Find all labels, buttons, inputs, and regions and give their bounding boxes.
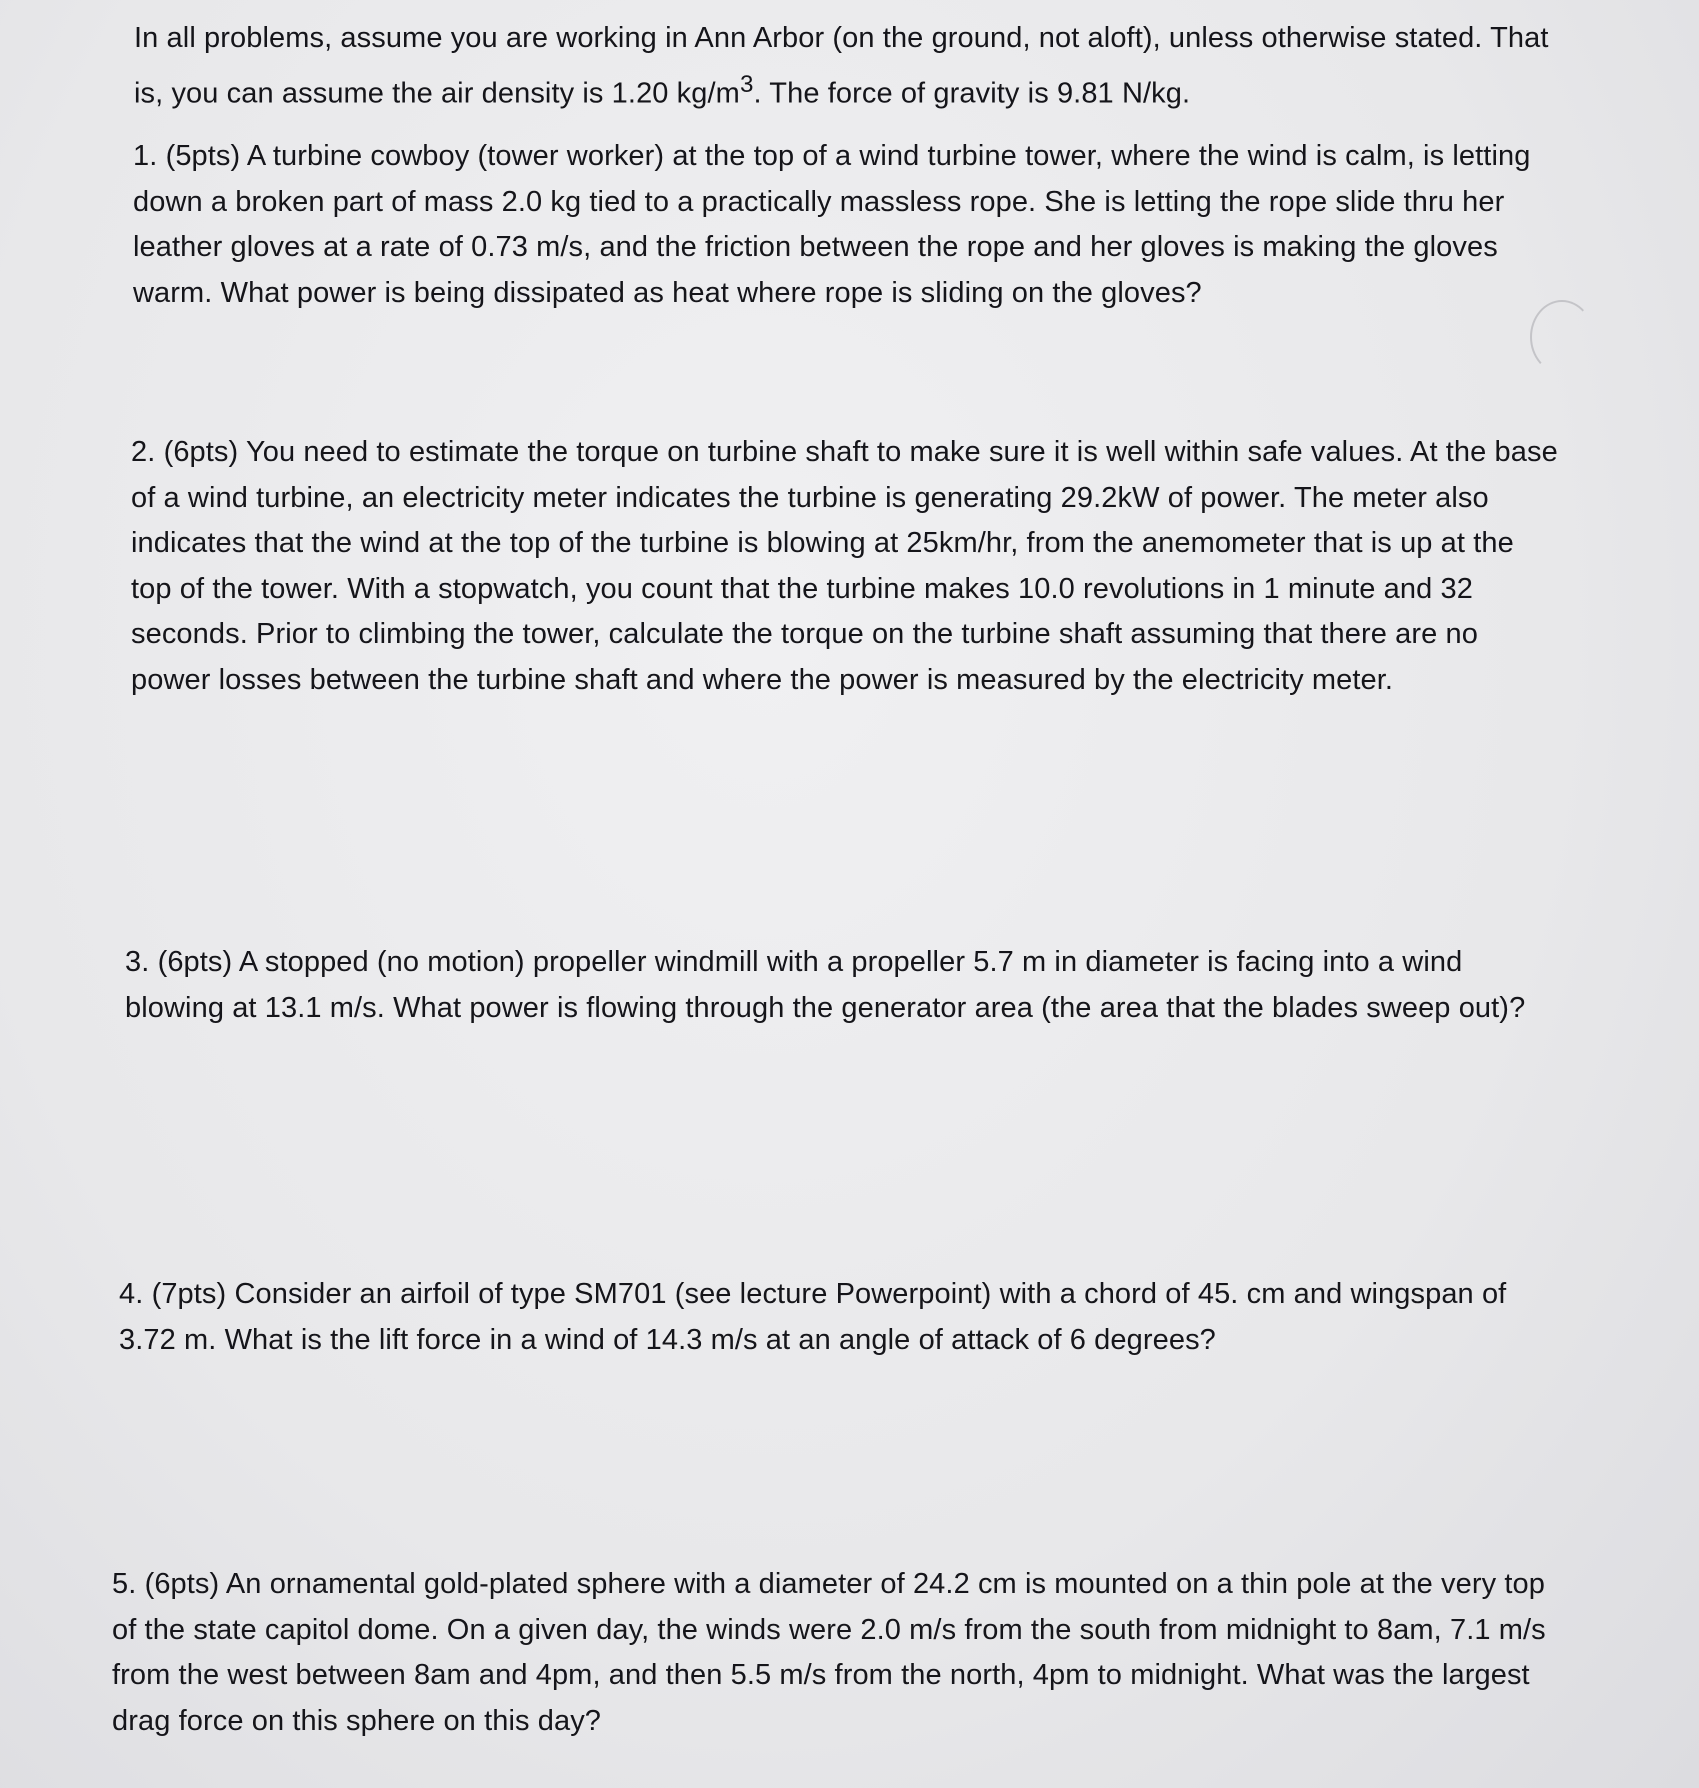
problem-2-text: You need to estimate the torque on turbine shaft to make sure it is well within safe values. At the base of a wind turbine, an electricity meter indicates the turbine is generating 29.2kW of power. The meter also indicates that the wind at the top of the turbine is blowing at 25km/hr, from the anemometer that is up at the top of the tower. With a stopwatch, you count that the turbine makes 10.0 revolutions in 1 minute and 32 seconds. Prior to climbing the tower, calculate the torque on the turbine shaft assuming that there are no power losses between the turbine shaft and where the power is measured by the electricity meter. [131,436,1558,696]
problem-2-number: 2. [131,436,156,468]
intro-paragraph [134,16,1554,117]
problem-1 [133,134,1553,316]
problem-2 [131,430,1561,703]
intro-text: In all problems, assume you are working in Ann Arbor (on the ground, not aloft), unless otherwise stated. That is, you can assume the air density is 1.20 kg/m [134,22,1549,110]
problem-5 [112,1562,1572,1744]
problem-3-number: 3. [125,946,150,978]
problem-1-number: 1. [133,140,158,172]
problem-1-points: (5pts) [165,140,241,172]
problem-1-text: A turbine cowboy (tower worker) at the top of a wind turbine tower, where the wind is calm, is letting down a broken part of mass 2.0 kg tied to a practically massless rope. She is letting the rope slide thru her leather gloves at a rate of 0.73 m/s, and the friction between the rope and her gloves is making the gloves warm. What power is being dissipated as heat where rope is sliding on the gloves? [133,140,1531,309]
problem-3-points: (6pts) [157,946,233,978]
problem-5-number: 5. [112,1568,137,1600]
problem-4-text: Consider an airfoil of type SM701 (see lecture Powerpoint) with a chord of 45. cm and wingspan of 3.72 m. What is the lift force in a wind of 14.3 m/s at an angle of attack of 6 degrees? [119,1278,1507,1356]
problem-4-number: 4. [119,1278,144,1310]
problem-4 [119,1272,1559,1363]
intro-text-end: . The force of gravity is 9.81 N/kg. [753,77,1191,110]
problem-4-points: (7pts) [151,1278,227,1310]
problem-3 [125,940,1565,1031]
problem-5-text: An ornamental gold-plated sphere with a diameter of 24.2 cm is mounted on a thin pole at the very top of the state capitol dome. On a given day, the winds were 2.0 m/s from the south from midnight to 8am, 7.1 m/s from the west between 8am and 4pm, and then 5.5 m/s from the north, 4pm to midnight. What was the largest drag force on this sphere on this day? [112,1568,1546,1737]
problem-5-points: (6pts) [144,1568,220,1600]
pencil-mark [1530,300,1594,374]
problem-2-points: (6pts) [163,436,239,468]
problem-3-text: A stopped (no motion) propeller windmill with a propeller 5.7 m in diameter is facing into a wind blowing at 13.1 m/s. What power is flowing through the generator area (the area that the blades sweep out)? [125,946,1526,1024]
intro-superscript: 3 [739,70,754,98]
